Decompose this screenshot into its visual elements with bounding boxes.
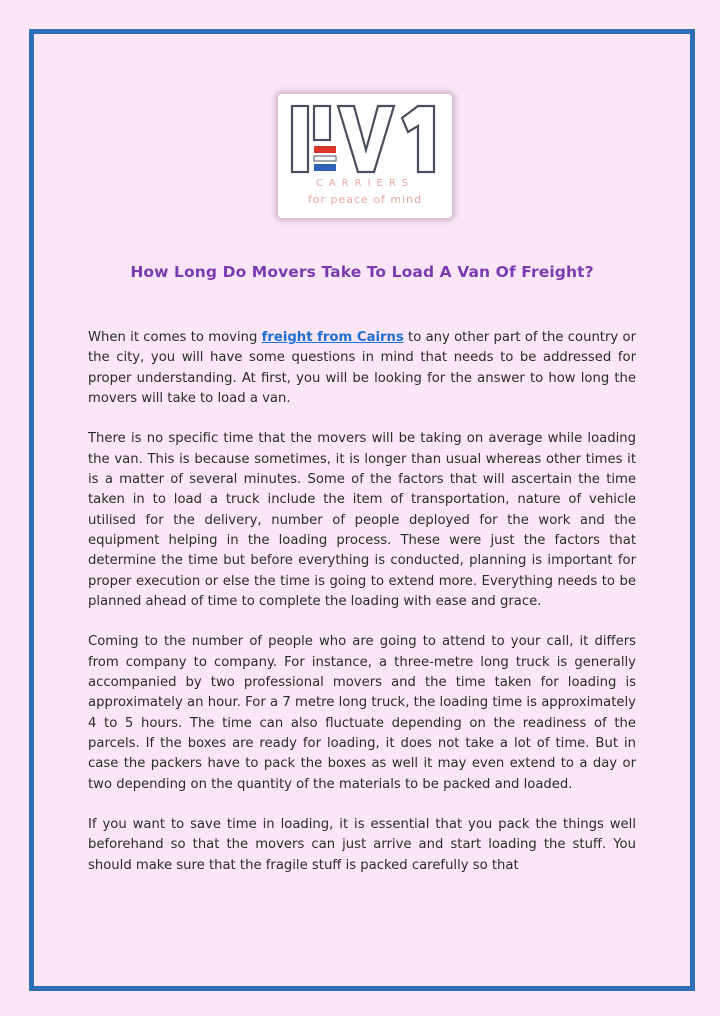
paragraph-1-intro: When it comes to moving bbox=[88, 330, 262, 345]
logo-tagline-text: for peace of mind bbox=[307, 193, 423, 206]
paragraph-2: There is no specific time that the movers will be taking on average while loading the van. This is because sometimes, it is longer than usual whereas other times it is a matter of several minutes. Some of the factors that will ascertain the time taken in to load a truck include the item of transportation, nature of vehicle utilised for the delivery, number of people deployed for the work and the equipment helping in the loading process. These were just the factors that determine the time but before everything is conducted, planning is important for proper execution or else the time is going to extend more. Everything needs to be planned ahead of time to complete the loading with ease and grace. bbox=[88, 431, 636, 609]
article-body bbox=[88, 328, 636, 896]
paragraph-1-rest: to any other part of the country or the city, you will have some questions in mind that needs to be addressed for proper understanding. At first, you will be looking for the answer to how long the movers will take to load a van. bbox=[88, 330, 636, 406]
paragraph-4: If you want to save time in loading, it is essential that you pack the things well beforehand so that the movers can just arrive and start loading the stuff. You should make sure that the fragile stuff is packed carefully so that bbox=[88, 817, 636, 873]
company-logo bbox=[278, 94, 452, 218]
paragraph-1 bbox=[88, 328, 636, 409]
page-frame bbox=[29, 29, 695, 991]
freight-from-cairns-link[interactable]: freight from Cairns bbox=[261, 330, 404, 345]
paragraph-3: Coming to the number of people who are going to attend to your call, it differs from company to company. For instance, a three-metre long truck is generally accompanied by two professional movers and the time taken for loading is approximately an hour. For a 7 metre long truck, the loading time is approximately 4 to 5 hours. The time can also fluctuate depending on the readiness of the parcels. If the boxes are ready for loading, it does not take a lot of time. But in case the packers have to pack the boxes as well it may even extend to a day or two depending on the quantity of the materials to be packed and loaded. bbox=[88, 634, 636, 792]
article-title: How Long Do Movers Take To Load A Van Of Freight? bbox=[130, 263, 594, 281]
logo-brand-text: CARRIERS bbox=[315, 178, 415, 189]
